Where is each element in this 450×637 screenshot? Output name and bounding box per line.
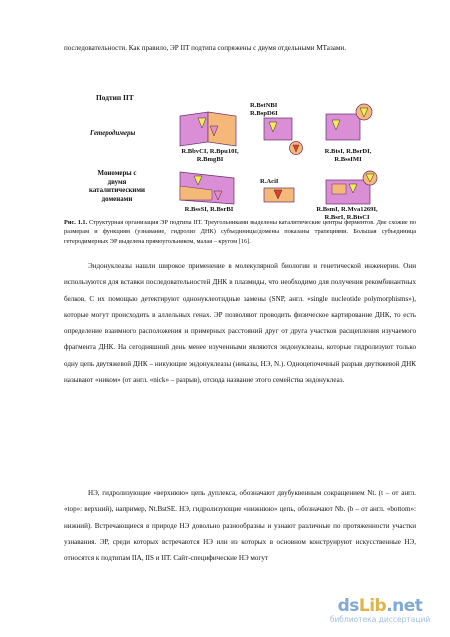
heterodimer-b-diagram (264, 118, 303, 155)
heterodimer-b-label: R.BstNBI R.BspD6I (250, 102, 278, 117)
intro-paragraph: последовательности. Как правило, ЭР IIT подтипа сопряжены с двумя отдельными МТазами. (64, 44, 346, 52)
monomer-b-diagram (264, 188, 294, 202)
figure-title: Подтип IIT (96, 93, 134, 102)
dslib-watermark-logo: dsLib.net библиотека диссертаций (320, 597, 440, 624)
paragraph-1: Эндонуклеазы нашли широкое применение в молекулярной биологии и генетической инженерии. Они используются для вставки последовательностей ДНК в плазмиды, что необходимо для получения рекомбинантных белков. С их помощью детектируют однонуклеотидные замены (SNP, англ. «single nucleotide polymorphisms»), которые могут происходить в аллельных генах. ЭР позволяют проводить физическое картирование ДНК, то есть определение взаимного расположения и примерных расстояний друг от друга участков расщепления изучаемого фрагмента ДНК. На сегодняшний день менее изученными являются эндонуклеазы, которые гидролизуют только одну цепь двутяжевой ДНК – никующие эндонуклеазы (никазы, НЭ, N.). Одноцепочечный разрыв двутяжевой ДНК называют «ником» (от англ. «nick» – разрыв), отсюда название этого семейства эндонуклеаз. (64, 262, 416, 385)
figure-iit-subtypes (64, 88, 416, 221)
paragraph-2: НЭ, гидролизующие «верхнюю» цепь дуплекса, обозначают двубуквенным сокращением Nt. (t – от англ. «top»: верхний), например, Nt.BstSE. НЭ, гидролизующие «нижнюю» цепь, обозначают Nb. (b – от англ. «bottom»: нижний). Встречающиеся в природе НЭ довольно разнообразны и узнают различные по протяженности участки узнавания. ЭР, среди которых встречаются НЭ или из которых в основном конструируют искусственные НЭ, относятся к подтипам IIA, IIS и IIT. Сайт-специфические НЭ могут (64, 489, 416, 563)
monomer-c-diagram (326, 171, 377, 204)
row-label-monomers: Мономеры с двумя каталитическими доменами (89, 170, 145, 203)
monomer-c-label: R.BsmI, R.Mva1269I, R.BsrI, R.BtsCI (316, 206, 378, 221)
caption-label: Рис. 1.1. (64, 219, 88, 226)
caption-text: Структурная организация ЭР подтипа IIT. Треугольниками выделены каталитические центры ферментов. Две схожие по размерам и функциям (узнавание, гидролиз ДНК) субъединицы/домены показаны трапециями. Большая субъединица гетеродимерных ЭР выделена прямоугольником, малая – кругом [16]. (64, 219, 416, 245)
heterodimer-a-diagram (180, 112, 236, 146)
monomer-a-label: R.BssSI, R.BsrBI (184, 206, 234, 213)
heterodimer-a-label: R.BbvCI, R.Bpu10I, R.BmgBI (181, 148, 239, 163)
heterodimer-c-label: R.BtsI, R.BsrDI, R.BssIMI (324, 148, 372, 163)
figure-caption (64, 218, 416, 246)
watermark-tagline: библиотека диссертаций (329, 615, 431, 624)
row-label-heterodimers: Гетеродимеры (90, 130, 136, 137)
heterodimer-c-diagram (326, 104, 372, 140)
monomer-b-label: R.AciI (260, 178, 279, 185)
monomer-a-diagram (180, 172, 234, 204)
